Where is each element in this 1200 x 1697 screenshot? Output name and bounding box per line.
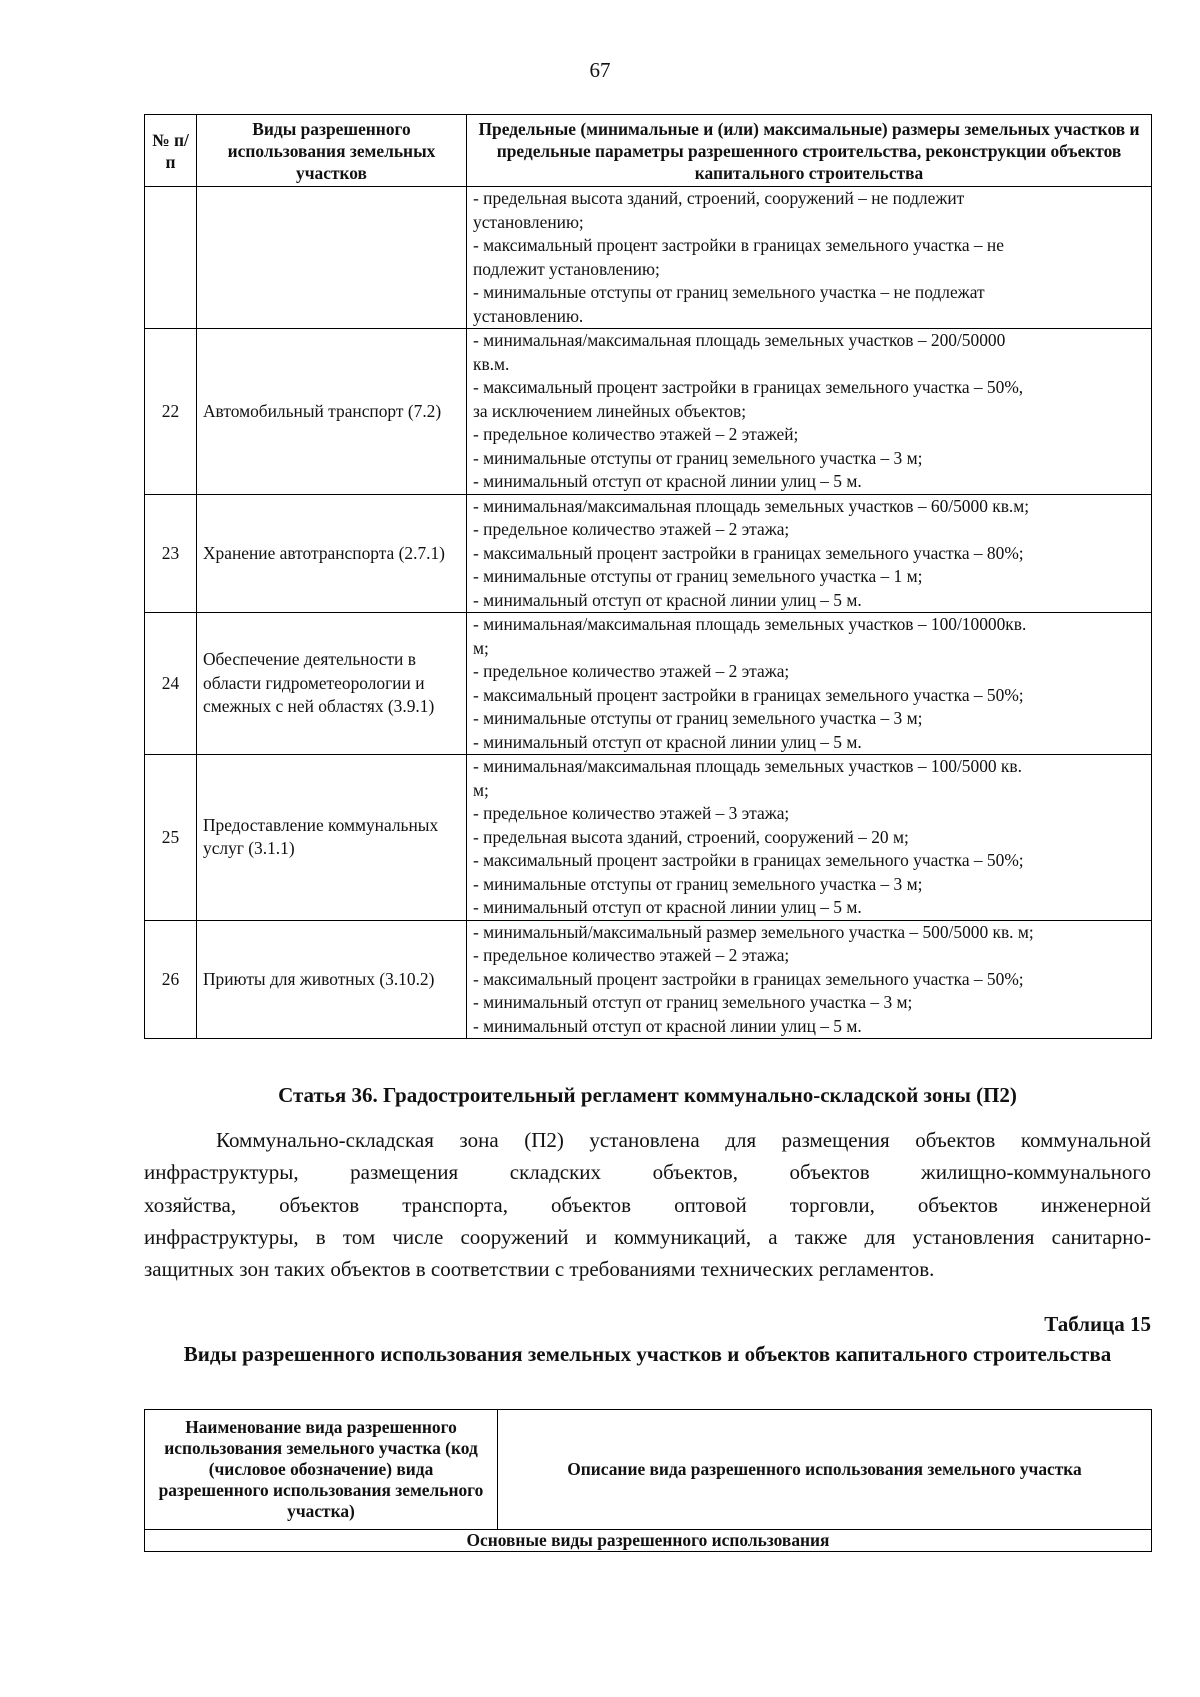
row-number	[145, 187, 197, 329]
row-limits	[467, 329, 1152, 495]
table-row	[145, 920, 1152, 1039]
limits-table-body	[145, 187, 1152, 1039]
limit-line: м;	[473, 637, 489, 658]
page-number: 67	[589, 58, 611, 82]
header-num: № п/п	[145, 115, 197, 187]
table-row	[145, 755, 1152, 921]
limit-line: - максимальный процент застройки в границах земельного участка – 50%;	[473, 684, 1024, 705]
row-use-type: Хранение автотранспорта (2.7.1)	[197, 494, 467, 613]
limit-line: - минимальная/максимальная площадь земельных участков – 200/50000	[473, 330, 1006, 350]
row-limits	[467, 187, 1152, 329]
limit-line: - предельное количество этажей – 2 этажей;	[473, 424, 799, 444]
limit-line: - минимальный отступ от красной линии улиц – 5 м.	[473, 897, 862, 917]
limit-line: подлежит установлению;	[473, 258, 660, 279]
header-use-name: Наименование вида разрешенного использования земельного участка (код (числовое обозначение) вида разрешенного использования земельного участка)	[145, 1410, 498, 1530]
limit-line: - предельная высота зданий, строений, сооружений – 20 м;	[473, 826, 909, 847]
row-use-type	[197, 187, 467, 329]
limit-line: - минимальные отступы от границ земельного участка – 3 м;	[473, 447, 923, 468]
table-title: Виды разрешенного использования земельных участков и объектов капитального строительства	[183, 1342, 1112, 1366]
row-number: 24	[145, 613, 197, 755]
limit-line: - минимальный отступ от красной линии улиц – 5 м.	[473, 1015, 862, 1036]
row-use-type: Обеспечение деятельности в области гидрометеорологии и смежных с ней областях (3.9.1)	[197, 613, 467, 755]
row-use-type: Предоставление коммунальных услуг (3.1.1)	[197, 755, 467, 921]
row-limits	[467, 755, 1152, 921]
row-number: 22	[145, 329, 197, 495]
use-types-table	[144, 1409, 1152, 1552]
limit-line: за исключением линейных объектов;	[473, 400, 747, 421]
limit-line: установлению;	[473, 211, 584, 232]
limit-line: - минимальный отступ от красной линии улиц – 5 м.	[473, 731, 862, 752]
limit-line: кв.м.	[473, 353, 510, 374]
article-title: Статья 36. Градостроительный регламент коммунально-складской зоны (П2)	[278, 1083, 1017, 1107]
limit-line: - предельное количество этажей – 3 этажа;	[473, 803, 790, 823]
limit-line: - предельное количество этажей – 2 этажа;	[473, 945, 790, 965]
limit-line: - минимальный отступ от красной линии улиц – 5 м.	[473, 471, 862, 491]
limit-line: - минимальная/максимальная площадь земельных участков – 100/5000 кв.	[473, 756, 1022, 776]
limit-line: - минимальный отступ от границ земельного участка – 3 м;	[473, 992, 913, 1012]
limit-line: - минимальные отступы от границ земельного участка – не подлежат	[473, 282, 985, 302]
article-paragraph	[144, 1124, 1151, 1285]
limit-line: - минимальные отступы от границ земельного участка – 1 м;	[473, 566, 923, 586]
table-number: Таблица 15	[1044, 1312, 1151, 1336]
row-limits	[467, 920, 1152, 1039]
limit-line: - минимальный отступ от красной линии улиц – 5 м.	[473, 589, 862, 610]
limit-line: - максимальный процент застройки в границах земельного участка – не	[473, 235, 1004, 255]
limit-line: - минимальная/максимальная площадь земельных участков – 60/5000 кв.м;	[473, 495, 1030, 516]
limit-line: - предельная высота зданий, строений, сооружений – не подлежит	[473, 188, 965, 208]
paragraph-line: инфраструктуры, размещения складских объектов, объектов жилищно-коммунального	[144, 1160, 1151, 1185]
limit-line: установлению.	[473, 305, 584, 326]
limit-line: м;	[473, 779, 489, 800]
row-limits	[467, 613, 1152, 755]
row-use-type: Приюты для животных (3.10.2)	[197, 920, 467, 1039]
limit-line: - максимальный процент застройки в границах земельного участка – 50%;	[473, 968, 1024, 989]
limit-line: - минимальный/максимальный размер земельного участка – 500/5000 кв. м;	[473, 921, 1034, 942]
limit-line: - минимальная/максимальная площадь земельных участков – 100/10000кв.	[473, 614, 1027, 634]
row-use-type: Автомобильный транспорт (7.2)	[197, 329, 467, 495]
paragraph-line: инфраструктуры, в том числе сооружений и коммуникаций, а также для установления санитарно-	[144, 1224, 1151, 1249]
table-row	[145, 613, 1152, 755]
limit-line: - предельное количество этажей – 2 этажа;	[473, 519, 790, 539]
header-use-type: Виды разрешенного использования земельных участков	[197, 115, 467, 187]
table-row	[145, 187, 1152, 329]
paragraph-line: защитных зон таких объектов в соответствии с требованиями технических регламентов.	[144, 1257, 935, 1282]
limit-line: - максимальный процент застройки в границах земельного участка – 50%,	[473, 377, 1024, 397]
limit-line: - максимальный процент застройки в границах земельного участка – 50%;	[473, 850, 1024, 870]
limits-table	[144, 114, 1152, 1039]
table-row	[145, 329, 1152, 495]
row-number: 23	[145, 494, 197, 613]
limit-line: - максимальный процент застройки в границах земельного участка – 80%;	[473, 542, 1024, 563]
limit-line: - минимальные отступы от границ земельного участка – 3 м;	[473, 873, 923, 894]
paragraph-line: хозяйства, объектов транспорта, объектов оптовой торговли, объектов инженерной	[144, 1192, 1151, 1217]
row-number: 26	[145, 920, 197, 1039]
header-use-description: Описание вида разрешенного использования земельного участка	[498, 1410, 1152, 1530]
row-limits	[467, 494, 1152, 613]
row-number: 25	[145, 755, 197, 921]
limit-line: - минимальные отступы от границ земельного участка – 3 м;	[473, 708, 923, 728]
header-limits: Предельные (минимальные и (или) максимальные) размеры земельных участков и предельные параметры разрешенного строительства, реконструкции объектов капитального строительства	[467, 115, 1152, 187]
paragraph-line: Коммунально-складская зона (П2) установлена для размещения объектов коммунальной	[216, 1128, 1151, 1152]
limit-line: - предельное количество этажей – 2 этажа;	[473, 661, 790, 681]
section-heading: Основные виды разрешенного использования	[145, 1530, 1152, 1552]
table-row	[145, 494, 1152, 613]
